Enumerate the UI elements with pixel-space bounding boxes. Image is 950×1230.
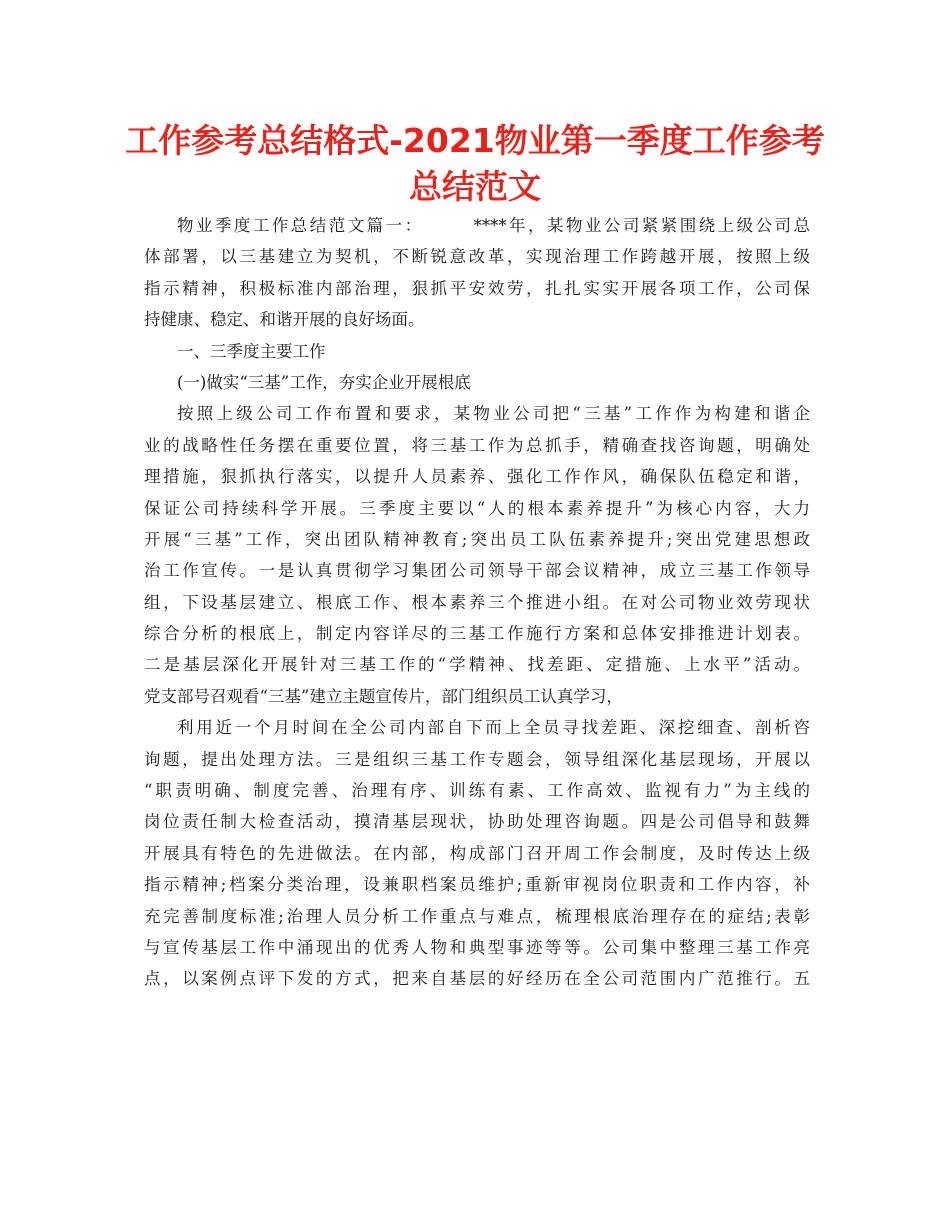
body-line bbox=[144, 273, 810, 304]
body-line bbox=[144, 901, 810, 932]
body-line bbox=[144, 241, 810, 272]
body-line bbox=[144, 587, 810, 618]
body-line-text: 理措施，狠抓执行落实，以提升人员素养、强化工作作风，确保队伍稳定和谐， bbox=[144, 467, 810, 487]
body-line bbox=[144, 712, 810, 743]
body-line bbox=[144, 524, 810, 555]
body-line-text: 利用近一个月时间在全公司内部自下而上全员寻找差距、深挖细查、剖析咨 bbox=[177, 718, 810, 738]
body-line bbox=[144, 806, 810, 837]
body-line bbox=[144, 963, 810, 994]
body-line-text: 二是基层深化开展针对三基工作的“学精神、找差距、定措施、上水平”活动。 bbox=[144, 655, 810, 675]
body-line bbox=[144, 869, 810, 900]
body-line-text: (一)做实“三基”工作，夯实企业开展根底 bbox=[177, 372, 471, 392]
document-body bbox=[144, 210, 810, 995]
body-line-text-continued: ****年，某物业公司紧紧围绕上级公司总 bbox=[473, 216, 811, 235]
title-line-2: 总结范文 bbox=[409, 167, 541, 206]
body-line bbox=[144, 618, 810, 649]
body-line bbox=[144, 210, 810, 241]
body-line bbox=[144, 744, 810, 775]
body-line-text: 业的战略性任务摆在重要位置，将三基工作为总抓手，精确查找咨询题，明确处 bbox=[144, 435, 810, 455]
body-line-text: 点，以案例点评下发的方式，把来自基层的好经历在全公司范围内广范推行。五 bbox=[144, 969, 810, 989]
body-line-text: 与宣传基层工作中涌现出的优秀人物和典型事迹等等。公司集中整理三基工作亮 bbox=[144, 937, 810, 957]
body-line-text: 开展“三基”工作，突出团队精神教育;突出员工队伍素养提升;突出党建思想政 bbox=[144, 529, 810, 549]
body-line-text: 按照上级公司工作布置和要求，某物业公司把“三基”工作作为构建和谐企 bbox=[177, 404, 810, 424]
title-line-1: 工作参考总结格式-2021物业第一季度工作参考 bbox=[125, 121, 825, 160]
body-line-text: 充完善制度标准;治理人员分析工作重点与难点，梳理根底治理存在的症结;表彰 bbox=[144, 906, 810, 926]
document-title bbox=[100, 118, 850, 210]
body-line-text: 指示精神;档案分类治理，设兼职档案员维护;重新审视岗位职责和工作内容，补 bbox=[144, 875, 810, 895]
body-line-text: 保证公司持续科学开展。三季度主要以“人的根本素养提升”为核心内容，大力 bbox=[144, 498, 810, 518]
body-line bbox=[144, 838, 810, 869]
body-line-text: 综合分析的根底上，制定内容详尽的三基工作施行方案和总体安排推进计划表。 bbox=[144, 624, 810, 644]
body-line bbox=[144, 681, 810, 712]
body-line-text: 开展具有特色的先进做法。在内部，构成部门召开周工作会制度，及时传达上级 bbox=[144, 843, 810, 863]
body-line-text: 一、三季度主要工作 bbox=[177, 341, 326, 361]
body-line bbox=[144, 932, 810, 963]
body-line-text: 持健康、稳定、和谐开展的良好场面。 bbox=[144, 310, 425, 330]
body-line bbox=[144, 304, 810, 335]
body-line-text: 指示精神，积极标准内部治理，狠抓平安效劳，扎扎实实开展各项工作，公司保 bbox=[144, 278, 810, 298]
body-line bbox=[144, 555, 810, 586]
body-line-text: “职责明确、制度完善、治理有序、训练有素、工作高效、监视有力”为主线的 bbox=[144, 781, 810, 801]
body-line bbox=[144, 649, 810, 680]
body-line bbox=[144, 398, 810, 429]
body-line-text: 物业季度工作总结范文篇一： bbox=[177, 216, 424, 235]
body-line-text: 党支部号召观看“三基”建立主题宣传片，部门组织员工认真学习， bbox=[144, 686, 623, 706]
body-line-text: 治工作宣传。一是认真贯彻学习集团公司领导干部会议精神，成立三基工作领导 bbox=[144, 561, 810, 581]
body-line-text: 组，下设基层建立、根底工作、根本素养三个推进小组。在对公司物业效劳现状 bbox=[144, 592, 810, 612]
body-line-text: 询题，提出处理方法。三是组织三基工作专题会，领导组深化基层现场，开展以 bbox=[144, 749, 810, 769]
body-line bbox=[144, 336, 810, 367]
body-line-text: 岗位责任制大检查活动，摸清基层现状，协助处理咨询题。四是公司倡导和鼓舞 bbox=[144, 812, 810, 832]
body-line bbox=[144, 430, 810, 461]
body-line bbox=[144, 493, 810, 524]
body-line bbox=[144, 367, 810, 398]
body-line bbox=[144, 461, 810, 492]
body-line-text: 体部署，以三基建立为契机，不断锐意改革，实现治理工作跨越开展，按照上级 bbox=[144, 247, 810, 267]
body-line bbox=[144, 775, 810, 806]
